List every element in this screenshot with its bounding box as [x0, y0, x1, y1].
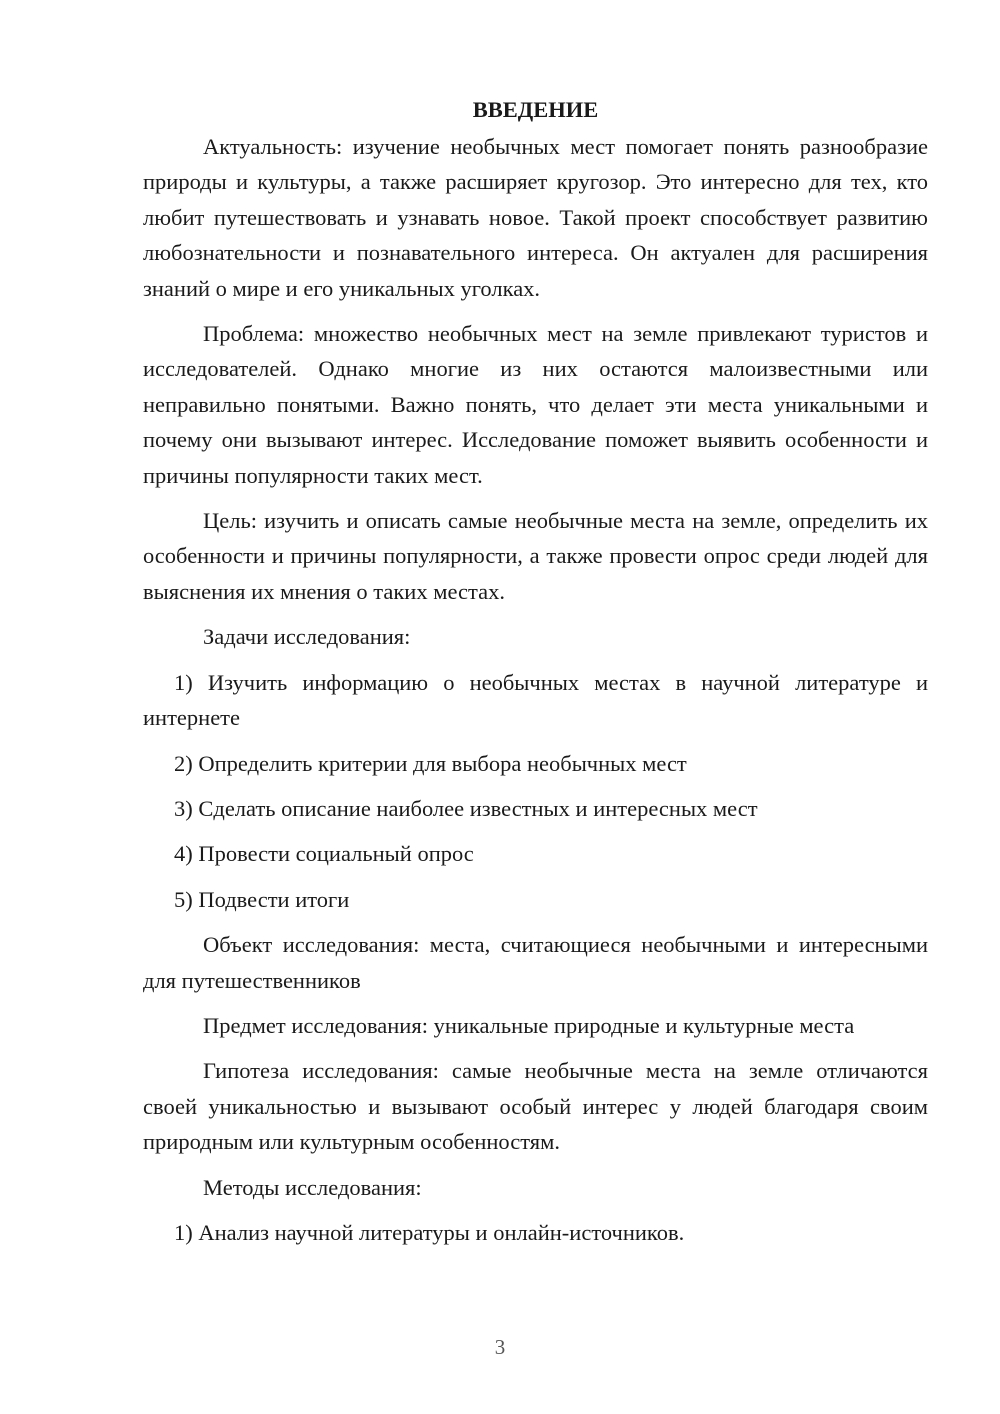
object-paragraph: Объект исследования: места, считающиеся необычными и интересными для путешественников: [143, 932, 928, 993]
task-item: 4) Провести социальный опрос: [174, 841, 474, 867]
task-item: 5) Подвести итоги: [174, 886, 350, 912]
methods-heading: Методы исследования:: [203, 1174, 422, 1200]
hypothesis-paragraph: Гипотеза исследования: самые необычные места на земле отличаются своей уникальностью и вызывают особый интерес у людей благодаря своим природным или культурным особенностям.: [143, 1058, 928, 1155]
method-item: 1) Анализ научной литературы и онлайн-источников.: [174, 1219, 685, 1245]
page-content: [143, 92, 928, 1250]
subject-paragraph: Предмет исследования: уникальные природные и культурные места: [203, 1012, 855, 1038]
problem-paragraph: Проблема: множество необычных мест на земле привлекают туристов и исследователей. Однако многие из них остаются малоизвестными или неправильно понятыми. Важно понять, что делает эти места уникальными и почему они вызывают интерес. Исследование поможет выявить особенности и причины популярности таких мест.: [143, 321, 928, 488]
task-item: 3) Сделать описание наиболее известных и интересных мест: [174, 795, 758, 821]
task-item: 1) Изучить информацию о необычных местах в научной литературе и интернете: [143, 669, 928, 731]
tasks-heading: Задачи исследования:: [203, 624, 411, 650]
page-title: ВВЕДЕНИЕ: [472, 97, 599, 122]
task-item: 2) Определить критерии для выбора необычных мест: [174, 750, 687, 776]
page-number: 3: [494, 1335, 506, 1359]
relevance-paragraph: Актуальность: изучение необычных мест помогает понять разнообразие природы и культуры, а также расширяет кругозор. Это интересно для тех, кто любит путешествовать и узнавать новое. Такой проект способствует развитию любознательности и познавательного интереса. Он актуален для расширения знаний о мире и его уникальных уголках.: [143, 134, 928, 301]
goal-paragraph: Цель: изучить и описать самые необычные места на земле, определить их особенности и причины популярности, а также провести опрос среди людей для выяснения их мнения о таких местах.: [143, 508, 928, 604]
